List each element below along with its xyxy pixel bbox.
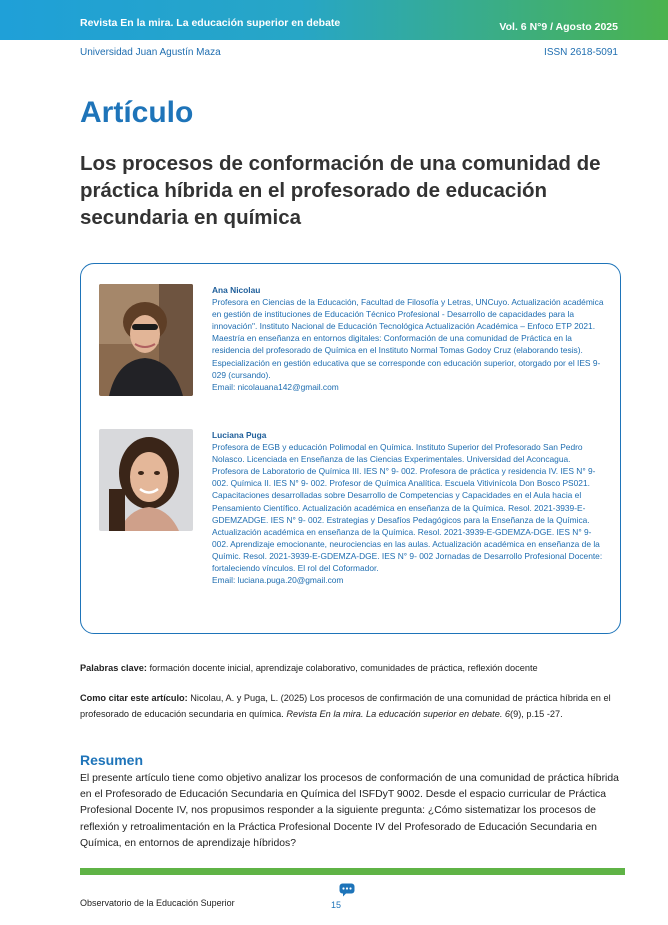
journal-header-bar bbox=[0, 0, 668, 40]
author-name: Ana Nicolau bbox=[212, 285, 261, 295]
article-title: Los procesos de conformación de una comunidad de práctica híbrida en el profesorado de educación secundaria en química bbox=[80, 152, 601, 229]
abstract-text: El presente artículo tiene como objetivo analizar los procesos de conformación de una comunidad de práctica híbrida en el Profesorado de Educación Secundaria en Química del ISFDyT 9002. Desde el espacio curricular de Práctica Profesional Docente IV, nos propusimos responder a la siguiente pregunta: ¿Cómo sistematizar los procesos de reflexión y retroalimentación en la Práctica Profesional Docente IV del Profesorado de Educación Secundaria en Química, en entornos de aprendizaje híbridos? bbox=[80, 773, 619, 849]
author-bio bbox=[212, 284, 607, 393]
citation-text: Nicolau, A. y Puga, L. (2025) Los procesos de confirmación de una comunidad de práctica híbrida en el profesorado de educación secundaria en química. bbox=[80, 693, 611, 719]
author-name: Luciana Puga bbox=[212, 430, 267, 440]
section-label: Artículo bbox=[80, 96, 194, 129]
author-bio bbox=[212, 429, 607, 586]
footer-observatory: Observatorio de la Educación Superior bbox=[80, 898, 235, 908]
keywords bbox=[80, 660, 625, 676]
authors-box bbox=[80, 263, 621, 634]
volume-info: Vol. 6 N°9 / Agosto 2025 bbox=[499, 21, 618, 33]
keywords-text: formación docente inicial, aprendizaje colaborativo, comunidades de práctica, reflexión docente bbox=[146, 663, 538, 673]
portrait-icon bbox=[99, 429, 193, 531]
chat-bubble-icon bbox=[339, 883, 355, 897]
citation-label: Como citar este artículo: bbox=[80, 693, 188, 703]
author-bio-text: Profesora de EGB y educación Polimodal en Química. Instituto Superior del Profesorado San Pedro Nolasco. Licenciada en Enseñanza de las Ciencias Experimentales. Universidad del Aconcagua. Profesora de Laboratorio de Química III. IES N° 9- 002. Profesora de práctica y residencia IV. IES N° 9- 002. Química II. IES N° 9- 002. Profesor de Química Analítica. Escuela Vitivinícola Don Bosco PS021. Capacitaciones desarrolladas sobre Desarrollo de Competencias y Capacidades en el Aula hacia el Pensamiento Científico. Actualización académica en enseñanza de la Química. Resol. 2021-3939-E-GDEMZADGE. IES N° 9- 002. Estrategias y Desafíos Pedagógicos para la Enseñanza de la Química. Actualización académica en enseñanza de la Química. Resol. 2021-3939-E-GDEMZA-DGE. IES N° 9-002. Aprendizaje emocionante, neurociencias en las aulas. Actualización académica en enseñanza de la Químic. Resol. 2021-3939-E-GDEMZA-DGE. IES N° 9- 002 Jornadas de Desarrollo Profesional Docente: fortaleciendo vínculos. El rol del Coformador. bbox=[212, 442, 603, 574]
author-photo-luciana bbox=[99, 429, 193, 531]
citation-issue: (9), p.15 -27. bbox=[510, 709, 563, 719]
abstract-heading: Resumen bbox=[80, 752, 144, 768]
author-bio-text: Profesora en Ciencias de la Educación, Facultad de Filosofía y Letras, UNCuyo. Actualización académica en gestión de instituciones de Educación Técnico Profesional - Desarrollo de capacidades para la innovación". Instituto Nacional de Educación Tecnológica Actualización Académica – Enfoco ETP 2021. Maestría en enseñanza en entornos digitales: Conformación de una comunidad de Práctica en la residencia del profesorado de Química en el Instituto Normal Tomas Godoy Cruz (elaborando tesis). Especialización en gestión educativa que se corresponde con educación superior, otorgado por el IES 9-029 (cursando). bbox=[212, 297, 604, 380]
citation-journal: Revista En la mira. La educación superior en debate. 6 bbox=[286, 709, 511, 719]
citation bbox=[80, 690, 625, 722]
issn: ISSN 2618-5091 bbox=[544, 47, 618, 58]
portrait-icon bbox=[99, 284, 193, 396]
page-number: 15 bbox=[331, 900, 342, 910]
author-photo-ana bbox=[99, 284, 193, 396]
university-name: Universidad Juan Agustín Maza bbox=[80, 47, 221, 58]
keywords-label: Palabras clave: bbox=[80, 663, 147, 673]
footer-rule bbox=[80, 868, 625, 875]
journal-name: Revista En la mira. La educación superior en debate bbox=[80, 17, 341, 29]
author-email[interactable]: Email: luciana.puga.20@gmail.com bbox=[212, 575, 344, 586]
author-email[interactable]: Email: nicolauana142@gmail.com bbox=[212, 381, 339, 392]
